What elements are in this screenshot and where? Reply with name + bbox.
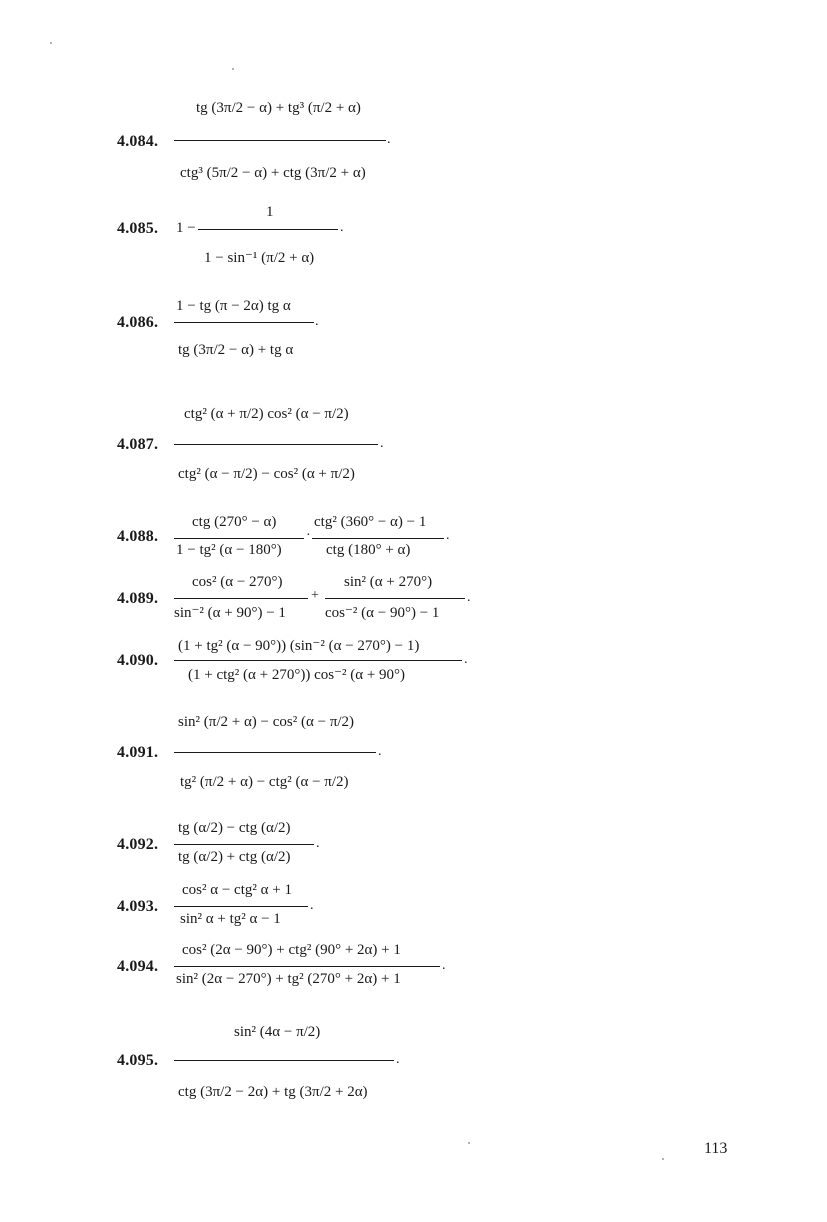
end-mark: . xyxy=(464,652,468,667)
denominator-2: ctg (180° + α) xyxy=(326,542,411,558)
problem-number: 4.085. xyxy=(117,220,159,237)
numerator: 1 xyxy=(266,204,274,220)
problem-number: 4.089. xyxy=(117,590,159,607)
denominator: tg (3π/2 − α) + tg α xyxy=(178,342,294,358)
end-mark: . xyxy=(378,744,382,759)
numerator: tg (α/2) − ctg (α/2) xyxy=(178,820,291,836)
fraction-bar xyxy=(174,444,378,445)
numerator: sin² (4α − π/2) xyxy=(234,1024,321,1040)
end-mark: . xyxy=(442,958,446,973)
end-mark: . xyxy=(446,528,450,543)
numerator: 1 − tg (π − 2α) tg α xyxy=(176,298,291,314)
denominator: tg² (π/2 + α) − ctg² (α − π/2) xyxy=(180,774,349,790)
end-mark: . xyxy=(387,132,391,147)
problem-number: 4.095. xyxy=(117,1052,159,1069)
problem-number: 4.091. xyxy=(117,744,159,761)
operator: + xyxy=(311,588,319,603)
denominator: sin² α + tg² α − 1 xyxy=(180,911,281,927)
numerator: cos² (2α − 90°) + ctg² (90° + 2α) + 1 xyxy=(182,942,401,958)
fraction-bar xyxy=(198,229,338,230)
fraction-bar-1 xyxy=(174,598,308,599)
denominator-2: cos⁻² (α − 90°) − 1 xyxy=(325,605,440,621)
numerator-1: ctg (270° − α) xyxy=(192,514,277,530)
fraction-bar xyxy=(174,660,462,661)
denominator: ctg (3π/2 − 2α) + tg (3π/2 + 2α) xyxy=(178,1084,368,1100)
numerator-2: ctg² (360° − α) − 1 xyxy=(314,514,427,530)
denominator-1: sin⁻² (α + 90°) − 1 xyxy=(174,605,286,621)
problem-number: 4.094. xyxy=(117,958,159,975)
problem-number: 4.090. xyxy=(117,652,159,669)
problem-number: 4.087. xyxy=(117,436,159,453)
scan-speck xyxy=(662,1158,664,1160)
end-mark: . xyxy=(310,898,314,913)
end-mark: . xyxy=(316,836,320,851)
problem-number: 4.092. xyxy=(117,836,159,853)
fraction-bar-1 xyxy=(174,538,304,539)
end-mark: . xyxy=(467,590,471,605)
fraction-bar xyxy=(174,322,314,323)
problem-number: 4.086. xyxy=(117,314,159,331)
fraction-bar-2 xyxy=(312,538,444,539)
numerator: cos² α − ctg² α + 1 xyxy=(182,882,292,898)
scan-speck xyxy=(50,42,52,44)
fraction-bar xyxy=(174,140,386,141)
problem-number: 4.093. xyxy=(117,898,159,915)
problem-number: 4.088. xyxy=(117,528,159,545)
numerator: ctg² (α + π/2) cos² (α − π/2) xyxy=(184,406,349,422)
numerator-2: sin² (α + 270°) xyxy=(344,574,433,590)
numerator: (1 + tg² (α − 90°)) (sin⁻² (α − 270°) − 1) xyxy=(178,638,420,654)
denominator: 1 − sin⁻¹ (π/2 + α) xyxy=(204,250,315,266)
prefix: 1 − xyxy=(176,220,196,236)
fraction-bar-2 xyxy=(325,598,465,599)
denominator: ctg² (α − π/2) − cos² (α + π/2) xyxy=(178,466,355,482)
fraction-bar xyxy=(174,906,308,907)
end-mark: . xyxy=(340,220,344,235)
fraction-bar xyxy=(174,1060,394,1061)
denominator: tg (α/2) + ctg (α/2) xyxy=(178,849,291,865)
numerator: sin² (π/2 + α) − cos² (α − π/2) xyxy=(178,714,355,730)
fraction-bar xyxy=(174,966,440,967)
end-mark: . xyxy=(396,1052,400,1067)
fraction-bar xyxy=(174,752,376,753)
fraction-bar xyxy=(174,844,314,845)
denominator: sin² (2α − 270°) + tg² (270° + 2α) + 1 xyxy=(176,971,401,987)
page-number: 113 xyxy=(704,1140,728,1157)
problem-number: 4.084. xyxy=(117,133,159,150)
operator: · xyxy=(306,528,311,543)
scan-speck xyxy=(468,1142,470,1144)
numerator: tg (3π/2 − α) + tg³ (π/2 + α) xyxy=(196,100,361,116)
end-mark: . xyxy=(315,314,319,329)
denominator-1: 1 − tg² (α − 180°) xyxy=(176,542,282,558)
numerator-1: cos² (α − 270°) xyxy=(192,574,283,590)
scan-speck xyxy=(232,68,234,70)
end-mark: . xyxy=(380,436,384,451)
denominator: ctg³ (5π/2 − α) + ctg (3π/2 + α) xyxy=(180,165,366,181)
denominator: (1 + ctg² (α + 270°)) cos⁻² (α + 90°) xyxy=(188,667,406,683)
